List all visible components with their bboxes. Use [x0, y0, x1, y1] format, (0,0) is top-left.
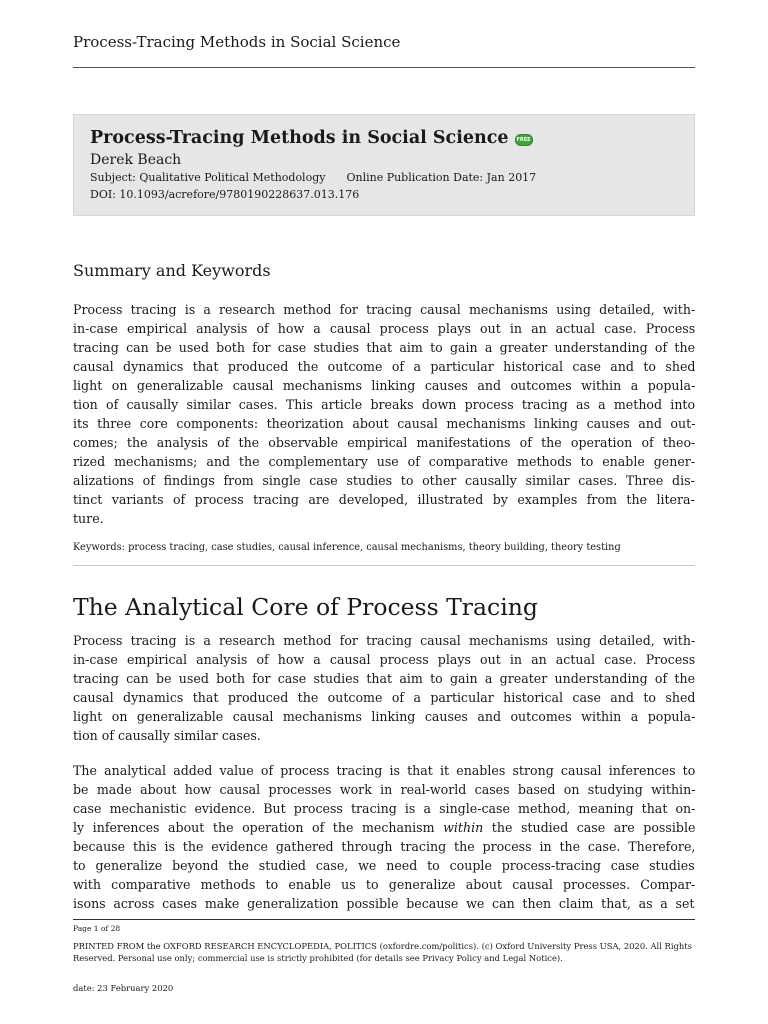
summary-heading: Summary and Keywords [73, 261, 271, 280]
subject-value[interactable]: Qualitative Political Methodology [139, 171, 326, 184]
keywords-divider [73, 565, 695, 566]
summary-line: in-case empirical analysis of how a causal process plays out in an actual case. Process [73, 321, 696, 336]
body-line: The analytical added value of process tracing is that it enables strong causal inferences to [73, 763, 696, 778]
keywords-line [73, 541, 621, 555]
summary-line: tracing can be used both for case studies that aim to gain a greater understanding of the [73, 340, 696, 355]
summary-line: ture. [73, 511, 104, 526]
running-head: Process-Tracing Methods in Social Science [73, 33, 401, 51]
body-line: case mechanistic evidence. But process tracing is a single-case method, meaning that on- [73, 801, 696, 816]
summary-line: tion of causally similar cases. This article breaks down process tracing as a method into [73, 397, 696, 412]
keywords-label: Keywords: [73, 542, 125, 553]
subject-label: Subject: [90, 171, 136, 184]
summary-line: alizations of findings from single case studies to other causally similar cases. Three dis- [73, 473, 695, 488]
section-heading: The Analytical Core of Process Tracing [73, 593, 538, 621]
summary-paragraph [73, 300, 695, 528]
page-number: Page 1 of 28 [73, 924, 121, 933]
doi-label: DOI: [90, 188, 116, 201]
summary-line: Process tracing is a research method for tracing causal mechanisms using detailed, with- [73, 302, 696, 317]
pub-date-value: Jan 2017 [486, 171, 537, 184]
body-line-with-emphasis [73, 818, 695, 837]
print-date: date: 23 February 2020 [73, 983, 174, 993]
summary-line: tinct variants of process tracing are developed, illustrated by examples from the litera- [73, 492, 695, 507]
summary-line: comes; the analysis of the observable empirical manifestations of the operation of theo- [73, 435, 696, 450]
body-line: causal dynamics that produced the outcome of a particular historical case and to shed [73, 690, 696, 705]
emphasis-within: within [443, 820, 484, 835]
body-line: because this is the evidence gathered through tracing the process in the case. Therefore, [73, 839, 696, 854]
section-paragraph-1 [73, 631, 695, 745]
subject-line [90, 169, 678, 186]
body-line: tion of causally similar cases. [73, 728, 261, 743]
doi-line [90, 186, 678, 203]
body-text: the studied case are possible [483, 820, 696, 835]
body-line: in-case empirical analysis of how a causal process plays out in an actual case. Process [73, 652, 696, 667]
body-line: Process tracing is a research method for tracing causal mechanisms using detailed, with- [73, 633, 696, 648]
body-line: isons across cases make generalization possible because we can then claim that, as a set [73, 896, 695, 911]
printed-notice: PRINTED FROM the OXFORD RESEARCH ENCYCLOPEDIA, POLITICS (oxfordre.com/politics). (c) Oxford University Press USA, 2020. All Rights Reserved. Personal use only; commercial use is strictly prohibited (for details see Privacy Policy and Legal Notice). [73, 941, 692, 963]
keywords-list: process tracing, case studies, causal inference, causal mechanisms, theory building, theory testing [128, 542, 621, 553]
body-text: ly inferences about the operation of the mechanism [73, 820, 444, 835]
header-divider [73, 67, 695, 68]
body-line: with comparative methods to enable us to generalize about causal processes. Compar- [73, 877, 696, 892]
free-badge-icon: FREE [515, 134, 533, 146]
section-paragraph-2 [73, 761, 695, 913]
article-title-row [90, 127, 678, 149]
body-line: to generalize beyond the studied case, we need to couple process-tracing case studies [73, 858, 695, 873]
pub-date-label: Online Publication Date: [346, 171, 484, 184]
summary-line: causal dynamics that produced the outcome of a particular historical case and to shed [73, 359, 696, 374]
body-line: light on generalizable causal mechanisms linking causes and outcomes within a popula- [73, 709, 696, 724]
summary-line: light on generalizable causal mechanisms linking causes and outcomes within a popula- [73, 378, 696, 393]
doi-link[interactable]: 10.1093/acrefore/9780190228637.013.176 [119, 188, 360, 201]
summary-line: its three core components: theorization about causal mechanisms linking causes and out- [73, 416, 696, 431]
footer-divider [73, 919, 695, 920]
body-line: be made about how causal processes work in real-world cases based on studying within- [73, 782, 696, 797]
article-info-box [73, 114, 695, 216]
article-title: Process-Tracing Methods in Social Science [90, 128, 509, 148]
body-line: tracing can be used both for case studies that aim to gain a greater understanding of the [73, 671, 696, 686]
summary-line: rized mechanisms; and the complementary use of comparative methods to enable gener- [73, 454, 696, 469]
article-author: Derek Beach [90, 152, 182, 168]
